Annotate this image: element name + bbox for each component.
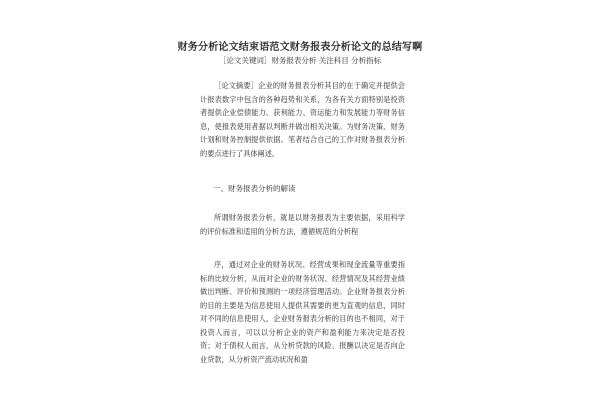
section-heading: 一、财务报表分析的解读 bbox=[213, 184, 296, 193]
body-paragraph-2: 序，通过对企业的财务状况、经营成果和现金流量等重要指标的比较分析，从而对企业的财务状况、经营情况及其经营业绩做出判断、评价和预测的一项经济管理活动。企业财务报表分析的目的主要是为信息使用人提供其需要的更为直观的信息，同时对不同的信息使用人，企业财务报表分析的目的也不相同，对于投资人而言，可以以分析企业的资产和盈利能力来决定是否投资；对于债权人而言，从分析贷款的风险、报酬以决定是否向企业贷款，从分析资产流动状况和盈 bbox=[200, 260, 405, 364]
keywords-line: ［论文关键词］财务报表分析 关注科目 分析指标 bbox=[218, 56, 382, 65]
abstract-paragraph: ［论文摘要］企业的财务报表分析其目的在于确定并提供会计报表数字中包含的各种趋势和关系，为各有关方面特别是投资者提供企业偿债能力、获利能力、资运能力和发展能力等财务信息，使报表使用者据以判断并做出相关决策。为财务决策、财务计划和财务控制提供依据。笔者结合自己的工作对财务报表分析的要点进行了具体阐述。 bbox=[200, 81, 405, 158]
body-paragraph-1: 所谓财务报表分析，就是以财务报表为主要依据，采用科学的评价标准和适用的分析方法，遵循规范的分析程 bbox=[200, 213, 405, 236]
document-title: 财务分析论文结束语范文财务报表分析论文的总结写啊 bbox=[177, 42, 423, 53]
